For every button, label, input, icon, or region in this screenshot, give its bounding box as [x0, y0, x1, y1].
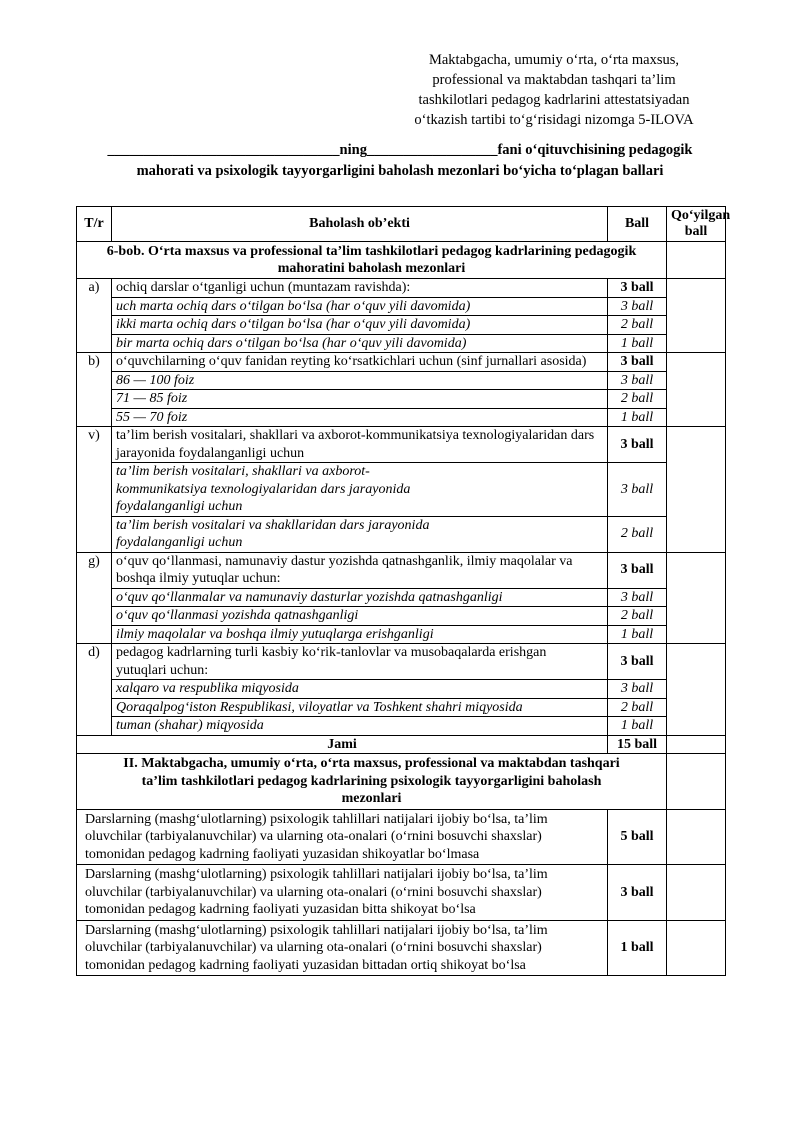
table-row — [77, 644, 726, 680]
criterion-ball: 3 ball — [608, 279, 667, 298]
table-row — [77, 516, 726, 552]
total-label: Jami — [77, 735, 608, 754]
criterion-text: o‘quvchilarning o‘quv fanidan reyting ko‘rsatkichlari uchun (sinf jurnallari asosida) — [112, 353, 608, 372]
sub-criterion-text: 86 — 100 foiz — [112, 371, 608, 390]
row-letter: a) — [77, 279, 112, 353]
table-row — [77, 625, 726, 644]
table-row — [77, 334, 726, 353]
sub-criterion-ball: 2 ball — [608, 607, 667, 626]
row-letter: v) — [77, 427, 112, 553]
criterion-text: pedagog kadrlarning turli kasbiy ko‘rik-tanlovlar va musobaqalarda erishgan yutuqlari uchun: — [112, 644, 608, 680]
sub-criterion-ball: 1 ball — [608, 717, 667, 736]
received-cell — [667, 242, 726, 279]
document-title — [76, 140, 724, 182]
annex-line: Maktabgacha, umumiy o‘rta, o‘rta maxsus, — [428, 52, 680, 68]
table-header-row — [77, 207, 726, 242]
sub-criterion-ball: 3 ball — [608, 297, 667, 316]
criterion-text: ta’lim berish vositalari, shakllari va axborot-kommunikatsiya texnologiyalaridan dars jarayonida foydalanganligi uchun — [112, 427, 608, 463]
total-value: 15 ball — [608, 735, 667, 754]
title-line: mahorati va psixologik tayyorgarligini baholash mezonlari bo‘yicha to‘plagan ballari — [136, 163, 664, 179]
table-row — [77, 390, 726, 409]
psych-criterion-text: Darslarning (mashg‘ulotlarning) psixologik tahlillari natijalari ijobiy bo‘lsa, ta’lim oluvchilar (tarbiyalanuvchilar) va ularning ota-onalari (o‘rnini bosuvchi shaxslar) tomonidan pedagog kadrning faoliyati yuzasidan bitta shikoyat bo‘lsa — [77, 865, 608, 921]
title-line: ________________________________ning__________________fani o‘qituvchisining pedagogik — [107, 142, 693, 158]
received-cell — [667, 552, 726, 644]
sub-criterion-ball: 2 ball — [608, 516, 667, 552]
table-row — [77, 353, 726, 372]
annex-line: professional va maktabdan tashqari ta’lim — [432, 72, 676, 88]
received-cell — [667, 279, 726, 353]
section-title-row — [77, 242, 726, 279]
table-row — [77, 680, 726, 699]
table-row — [77, 920, 726, 976]
section2-title: II. Maktabgacha, umumiy o‘rta, o‘rta maxsus, professional va maktabdan tashqari ta’lim tashkilotlari pedagog kadrlarining psixologik tayyorgarligini baholash mezonlari — [77, 754, 667, 810]
sub-criterion-ball: 3 ball — [608, 680, 667, 699]
sub-criterion-text: o‘quv qo‘llanmasi yozishda qatnashganligi — [112, 607, 608, 626]
sub-criterion-text: bir marta ochiq dars o‘tilgan bo‘lsa (har o‘quv yili davomida) — [112, 334, 608, 353]
received-cell — [667, 644, 726, 736]
received-cell — [667, 865, 726, 921]
header-object: Baholash ob’ekti — [112, 207, 608, 242]
criterion-text: ochiq darslar o‘tganligi uchun (muntazam ravishda): — [112, 279, 608, 298]
sub-criterion-ball: 3 ball — [608, 588, 667, 607]
sub-criterion-ball: 2 ball — [608, 316, 667, 335]
psych-criterion-ball: 5 ball — [608, 809, 667, 865]
table-row — [77, 279, 726, 298]
header-received: Qo‘yilgan ball — [667, 207, 726, 242]
sub-criterion-text: Qoraqalpog‘iston Respublikasi, viloyatlar va Toshkent shahri miqyosida — [112, 698, 608, 717]
received-cell — [667, 920, 726, 976]
sub-criterion-ball: 1 ball — [608, 334, 667, 353]
criterion-ball: 3 ball — [608, 427, 667, 463]
table-row — [77, 588, 726, 607]
psych-criterion-text: Darslarning (mashg‘ulotlarning) psixologik tahlillari natijalari ijobiy bo‘lsa, ta’lim oluvchilar (tarbiyalanuvchilar) va ularning ota-onalari (o‘rnini bosuvchi shaxslar) tomonidan pedagog kadrning faoliyati yuzasidan bittadan ortiq shikoyat bo‘lsa — [77, 920, 608, 976]
psych-criterion-text: Darslarning (mashg‘ulotlarning) psixologik tahlillari natijalari ijobiy bo‘lsa, ta’lim oluvchilar (tarbiyalanuvchilar) va ularning ota-onalari (o‘rnini bosuvchi shaxslar) tomonidan pedagog kadrning faoliyati yuzasidan shikoyatlar bo‘lmasa — [77, 809, 608, 865]
received-cell — [667, 754, 726, 810]
criterion-text: o‘quv qo‘llanmasi, namunaviy dastur yozishda qatnashganlik, ilmiy maqolalar va boshqa ilmiy yutuqlar uchun: — [112, 552, 608, 588]
table-row — [77, 698, 726, 717]
annex-line: tashkilotlari pedagog kadrlarini attestatsiyadan — [418, 92, 690, 108]
criterion-ball: 3 ball — [608, 644, 667, 680]
row-letter: g) — [77, 552, 112, 644]
total-row — [77, 735, 726, 754]
section-title-row — [77, 754, 726, 810]
sub-criterion-text: xalqaro va respublika miqyosida — [112, 680, 608, 699]
table-row — [77, 427, 726, 463]
sub-criterion-ball: 2 ball — [608, 698, 667, 717]
row-letter: b) — [77, 353, 112, 427]
sub-criterion-text: uch marta ochiq dars o‘tilgan bo‘lsa (har o‘quv yili davomida) — [112, 297, 608, 316]
sub-criterion-text: tuman (shahar) miqyosida — [112, 717, 608, 736]
table-row — [77, 371, 726, 390]
sub-criterion-ball: 3 ball — [608, 371, 667, 390]
sub-criterion-ball: 1 ball — [608, 625, 667, 644]
sub-criterion-ball: 2 ball — [608, 390, 667, 409]
received-cell — [667, 735, 726, 754]
table-row — [77, 607, 726, 626]
table-row — [77, 463, 726, 517]
sub-criterion-text: ilmiy maqolalar va boshqa ilmiy yutuqlarga erishganligi — [112, 625, 608, 644]
section1-title: 6-bob. O‘rta maxsus va professional ta’lim tashkilotlari pedagog kadrlarining pedagogik mahoratini baholash mezonlari — [77, 242, 667, 279]
table-row — [77, 316, 726, 335]
criteria-table — [76, 206, 731, 976]
table-row — [77, 408, 726, 427]
table-row — [77, 809, 726, 865]
criterion-ball: 3 ball — [608, 353, 667, 372]
received-cell — [667, 353, 726, 427]
sub-criterion-text: 55 — 70 foiz — [112, 408, 608, 427]
header-ball: Ball — [608, 207, 667, 242]
table-row — [77, 717, 726, 736]
received-cell — [667, 809, 726, 865]
sub-criterion-text: ta’lim berish vositalari va shakllaridan dars jarayonida foydalanganligi uchun — [112, 516, 608, 552]
sub-criterion-ball: 1 ball — [608, 408, 667, 427]
sub-criterion-text: 71 — 85 foiz — [112, 390, 608, 409]
sub-criterion-text: ikki marta ochiq dars o‘tilgan bo‘lsa (har o‘quv yili davomida) — [112, 316, 608, 335]
received-cell — [667, 427, 726, 553]
table-row — [77, 552, 726, 588]
criterion-ball: 3 ball — [608, 552, 667, 588]
row-letter: d) — [77, 644, 112, 736]
table-row — [77, 297, 726, 316]
sub-criterion-ball: 3 ball — [608, 463, 667, 517]
table-row — [77, 865, 726, 921]
psych-criterion-ball: 1 ball — [608, 920, 667, 976]
sub-criterion-text: ta’lim berish vositalari, shakllari va axborot-kommunikatsiya texnologiyalaridan dars jarayonida foydalanganligi uchun — [112, 463, 608, 517]
annex-line: o‘tkazish tartibi to‘g‘risidagi nizomga 5-ILOVA — [414, 112, 694, 128]
sub-criterion-text: o‘quv qo‘llanmalar va namunaviy dasturlar yozishda qatnashganligi — [112, 588, 608, 607]
psych-criterion-ball: 3 ball — [608, 865, 667, 921]
header-tr: T/r — [77, 207, 112, 242]
annex-reference — [392, 50, 716, 130]
